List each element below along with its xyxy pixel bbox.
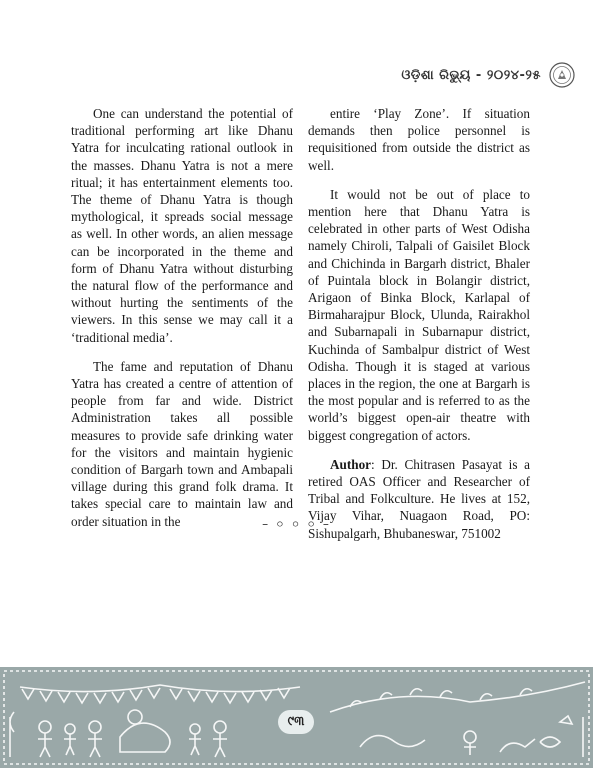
section-separator: – ০ ০ ০ – [262, 517, 331, 531]
left-column [71, 105, 293, 542]
page-header [401, 60, 575, 90]
odisha-emblem-icon [549, 62, 575, 88]
right-column [308, 105, 530, 554]
paragraph: The fame and reputation of Dhanu Yatra has created a centre of attention of people from far and wide. District Administration takes all possible measures to provide safe drinking water for the visitors and maintain hygienic condition of Bargarh town and Ambapali village during this grand folk drama. It takes special care to maintain law and order situation in the [71, 358, 293, 529]
page-number: ୯୩ [278, 710, 314, 734]
journal-title: ଓଡ଼ିଶା ରିଭ୍ୟୁ - ୨୦୨୪-୨୫ [401, 67, 541, 83]
paragraph: entire ‘Play Zone’. If situation demands then police personnel is requisitioned from outside the district as well. [308, 106, 530, 173]
paragraph: It would not be out of place to mention here that Dhanu Yatra is celebrated in other parts of West Odisha namely Chiroli, Talpali of Gaisilet Block and Chichinda in Bargarh district, Bhaler of Puintala block in Bolangir district, Arigaon of Binka Block, Karlapal of Birmaharajpur Block, Ulunda, Rairakhol and Subarnapali in Subarnapur district, Kuchinda of Sambalpur district of West Odisha. Though it is staged at various places in the region, the one at Bargarh is the most popular and is referred to as the world’s biggest open-air theatre with biggest congregation of actors. [308, 186, 530, 443]
author-label: Author [330, 456, 372, 472]
author-bio: : Dr. Chitrasen Pasayat is a retired OAS Officer and Researcher of Tribal and Folkculture. He lives at 152, Vijay Vihar, Nuagaon Road, PO: Sishupalgarh, Bhubaneswar, 751002 [308, 456, 530, 541]
paragraph: One can understand the potential of traditional performing art like Dhanu Yatra for inculcating rational outlook in the masses. Dhanu Yatra is not a mere ritual; it has entertainment elements too. The theme of Dhanu Yatra is though mythological, it spreads social message as well. In other words, an alien message can be incorporated in the theme and form of Dhanu Yatra without disturbing the natural flow of the performance and without hurting the sentiments of the viewers. In this sense we may call it a ‘traditional media’. [71, 106, 293, 345]
